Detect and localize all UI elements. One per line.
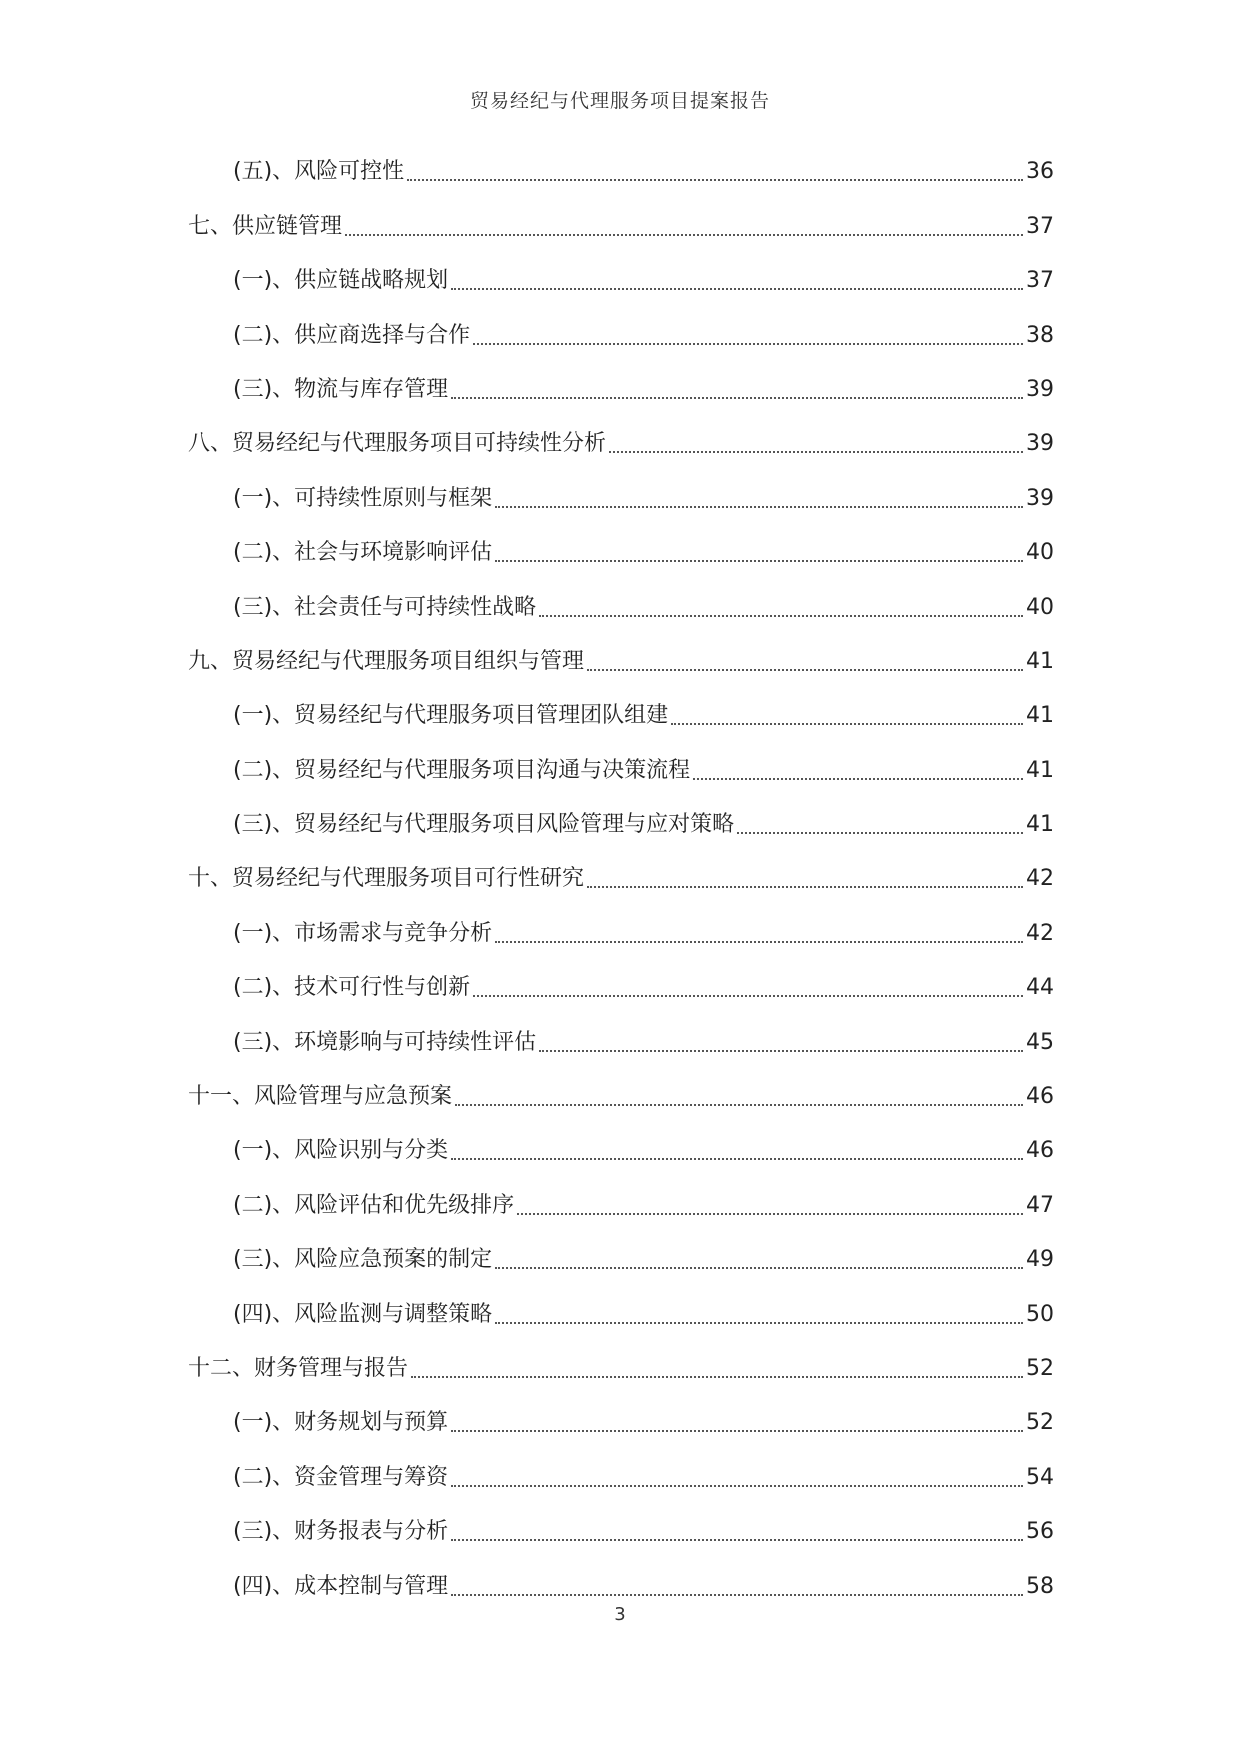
toc-entry-label: (二)、技术可行性与创新 [233,975,471,1001]
toc-entry-page: 46 [1026,1084,1054,1110]
toc-dot-leader [539,615,1023,617]
toc-entry[interactable] [188,468,1054,522]
toc-dot-leader [495,941,1023,943]
toc-entry[interactable] [188,740,1054,794]
toc-entry-label: (三)、贸易经纪与代理服务项目风险管理与应对策略 [233,812,735,838]
toc-entry-page: 41 [1026,648,1054,674]
toc-entry-label: (二)、贸易经纪与代理服务项目沟通与决策流程 [233,757,691,783]
toc-dot-leader [693,778,1023,780]
toc-dot-leader [495,1267,1023,1269]
toc-entry[interactable] [188,1447,1054,1501]
toc-entry-label: (三)、风险应急预案的制定 [233,1247,493,1273]
toc-entry-label: (一)、可持续性原则与框架 [233,485,493,511]
toc-dot-leader [587,669,1023,671]
toc-entry[interactable] [188,360,1054,414]
toc-entry[interactable] [188,251,1054,305]
toc-entry-label: (三)、环境影响与可持续性评估 [233,1029,537,1055]
toc-entry[interactable] [188,632,1054,686]
toc-dot-leader [517,1213,1023,1215]
toc-dot-leader [473,343,1023,345]
toc-dot-leader [539,1050,1023,1052]
toc-entry[interactable] [188,577,1054,631]
toc-entry-page: 56 [1026,1519,1054,1545]
toc-entry[interactable] [188,903,1054,957]
toc-entry[interactable] [188,1175,1054,1229]
toc-entry[interactable] [188,196,1054,250]
toc-entry-label: 十、贸易经纪与代理服务项目可行性研究 [188,866,585,892]
toc-entry-page: 41 [1026,757,1054,783]
toc-entry[interactable] [188,1284,1054,1338]
toc-dot-leader [737,832,1023,834]
toc-entry-page: 50 [1026,1301,1054,1327]
toc-entry-page: 40 [1026,594,1054,620]
toc-entry[interactable] [188,142,1054,196]
toc-entry-page: 41 [1026,812,1054,838]
toc-entry-label: (五)、风险可控性 [233,159,405,185]
toc-dot-leader [451,1158,1023,1160]
toc-dot-leader [451,288,1023,290]
toc-entry-page: 41 [1026,703,1054,729]
running-header: 贸易经纪与代理服务项目提案报告 [469,90,770,112]
toc-entry-page: 38 [1026,322,1054,348]
toc-entry[interactable] [188,523,1054,577]
toc-entry-page: 47 [1026,1192,1054,1218]
toc-entry[interactable] [188,958,1054,1012]
toc-entry-page: 42 [1026,920,1054,946]
toc-entry-page: 49 [1026,1247,1054,1273]
toc-entry-page: 37 [1026,213,1054,239]
toc-entry-page: 39 [1026,376,1054,402]
toc-entry-page: 44 [1026,975,1054,1001]
toc-entry-page: 40 [1026,540,1054,566]
toc-entry[interactable] [188,1556,1054,1610]
toc-entry-label: (二)、社会与环境影响评估 [233,540,493,566]
toc-entry-label: (一)、风险识别与分类 [233,1138,449,1164]
toc-entry[interactable] [188,1121,1054,1175]
toc-dot-leader [451,1539,1023,1541]
toc-entry-label: 十二、财务管理与报告 [188,1355,409,1381]
toc-entry[interactable] [188,1067,1054,1121]
toc-entry-page: 52 [1026,1355,1054,1381]
toc-dot-leader [407,179,1023,181]
toc-entry-page: 45 [1026,1029,1054,1055]
toc-dot-leader [451,1594,1023,1596]
toc-entry-page: 54 [1026,1464,1054,1490]
toc-dot-leader [451,1485,1023,1487]
toc-entry-page: 39 [1026,485,1054,511]
toc-entry-label: (四)、成本控制与管理 [233,1573,449,1599]
toc-dot-leader [671,723,1023,725]
toc-entry-page: 39 [1026,431,1054,457]
toc-dot-leader [455,1104,1023,1106]
toc-entry-page: 46 [1026,1138,1054,1164]
toc-dot-leader [451,1430,1023,1432]
toc-entry[interactable] [188,305,1054,359]
toc-entry-label: (四)、风险监测与调整策略 [233,1301,493,1327]
toc-entry-label: (一)、贸易经纪与代理服务项目管理团队组建 [233,703,669,729]
toc-dot-leader [587,886,1023,888]
toc-entry[interactable] [188,686,1054,740]
toc-entry-page: 58 [1026,1573,1054,1599]
toc-dot-leader [345,234,1023,236]
toc-entry-page: 36 [1026,159,1054,185]
toc-entry[interactable] [188,1012,1054,1066]
toc-dot-leader [495,560,1023,562]
toc-entry-label: (二)、供应商选择与合作 [233,322,471,348]
toc-entry-page: 42 [1026,866,1054,892]
toc-entry-label: 十一、风险管理与应急预案 [188,1084,453,1110]
page-number: 3 [614,1604,626,1625]
toc-entry[interactable] [188,849,1054,903]
toc-entry[interactable] [188,1339,1054,1393]
toc-entry-page: 37 [1026,268,1054,294]
toc-entry[interactable] [188,1393,1054,1447]
toc-dot-leader [609,451,1023,453]
toc-entry-label: 七、供应链管理 [188,213,343,239]
toc-entry[interactable] [188,1230,1054,1284]
toc-entry-label: (一)、财务规划与预算 [233,1410,449,1436]
toc-entry-label: (三)、物流与库存管理 [233,376,449,402]
toc-entry[interactable] [188,795,1054,849]
toc-entry-label: (二)、资金管理与筹资 [233,1464,449,1490]
toc-entry-label: (二)、风险评估和优先级排序 [233,1192,515,1218]
toc-dot-leader [473,995,1023,997]
toc-entry-page: 52 [1026,1410,1054,1436]
toc-entry[interactable] [188,1502,1054,1556]
toc-dot-leader [495,1322,1023,1324]
toc-dot-leader [495,506,1023,508]
toc-entry-label: (三)、财务报表与分析 [233,1519,449,1545]
toc-entry-label: 八、贸易经纪与代理服务项目可持续性分析 [188,431,607,457]
toc-entry-label: (一)、市场需求与竞争分析 [233,920,493,946]
toc-dot-leader [451,397,1023,399]
toc-entry-label: (一)、供应链战略规划 [233,268,449,294]
toc-entry[interactable] [188,414,1054,468]
toc-entry-label: 九、贸易经纪与代理服务项目组织与管理 [188,648,585,674]
toc-entry-label: (三)、社会责任与可持续性战略 [233,594,537,620]
toc-dot-leader [411,1376,1023,1378]
table-of-contents [188,142,1054,1611]
